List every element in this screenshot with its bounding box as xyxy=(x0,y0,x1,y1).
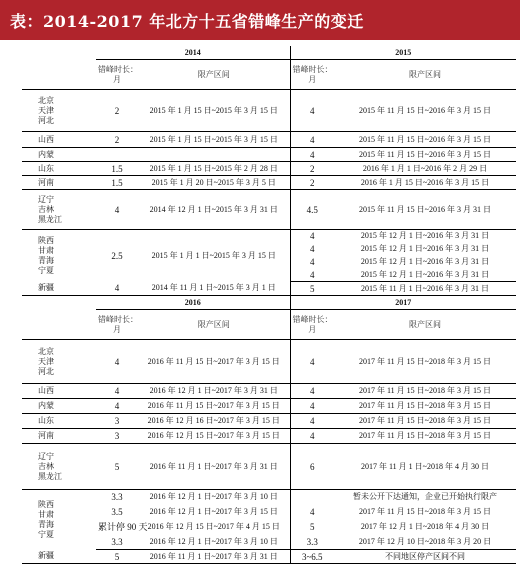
province-name: 新疆 xyxy=(38,283,54,293)
range-header: 限产区间 xyxy=(409,319,441,329)
duration-cell: 4 xyxy=(290,340,334,384)
range-cell: 2015 年 11 月 15 日~2016 年 3 月 15 日 xyxy=(334,132,516,148)
range-cell: 2017 年 11 月 15 日~2018 年 3 月 15 日 xyxy=(358,507,492,516)
province-cell xyxy=(22,384,96,399)
province-name: 青海 xyxy=(38,519,54,529)
table-row xyxy=(22,148,516,162)
duration-cell: 4 xyxy=(290,132,334,148)
province-name: 辽宁 xyxy=(38,194,54,204)
province-name: 黑龙江 xyxy=(38,471,62,481)
province-cell xyxy=(22,429,96,444)
duration-cell: 4 xyxy=(96,340,138,384)
duration-cell: 3.3 xyxy=(96,535,138,550)
table-row xyxy=(22,230,516,243)
duration-cell: 4 xyxy=(290,256,334,269)
range-cell: 2017 年 11 月 15 日~2018 年 3 月 15 日 xyxy=(334,429,516,444)
table-row xyxy=(22,282,516,296)
duration-cell: 3.3 xyxy=(290,535,334,550)
table-row xyxy=(22,340,516,384)
range-cell: 2016 年 11 月 15 日~2017 年 3 月 15 日 xyxy=(138,340,290,384)
range-cell: 2015 年 12 月 1 日~2016 年 3 月 31 日 xyxy=(360,231,490,241)
duration-cell: 3.3 xyxy=(111,492,123,503)
duration-cell: 5 xyxy=(290,520,334,535)
range-cell: 不同地区停产区间不同 xyxy=(334,550,516,564)
duration-cell: 3.5 xyxy=(111,507,123,517)
range-cell: 2016 年 12 月 16 日~2017 年 3 月 15 日 xyxy=(138,414,290,429)
province-cell xyxy=(22,399,96,414)
duration-cell: 3~6.5 xyxy=(290,550,334,564)
province-name: 甘肃 xyxy=(38,509,54,519)
range-cell: 2016 年 11 月 1 日~2017 年 3 月 31 日 xyxy=(138,550,290,564)
province-name: 北京 xyxy=(38,95,54,105)
year-b-header: 2015 xyxy=(290,46,516,60)
duration-header: 错峰时长： 月 xyxy=(290,310,334,340)
province-name: 黑龙江 xyxy=(38,214,62,224)
province-cell xyxy=(22,148,96,162)
duration-header: 错峰时长： 月 xyxy=(98,314,138,334)
duration-cell: 4 xyxy=(96,384,138,399)
range-cell: 2014 年 12 月 1 日~2015 年 3 月 31 日 xyxy=(138,190,290,230)
province-cell xyxy=(22,490,96,550)
range-cell: 2015 年 1 月 20 日~2015 年 3 月 5 日 xyxy=(138,176,290,190)
duration-cell: 4 xyxy=(290,384,334,399)
range-cell: 暂未公开下达通知，企业已开始执行限产 xyxy=(353,492,497,502)
range-cell: 2016 年 12 月 1 日~2017 年 3 月 31 日 xyxy=(138,384,290,399)
range-cell: 2016 年 12 月 15 日~2017 年 4 月 15 日 xyxy=(147,522,280,531)
duration-cell: 2.5 xyxy=(111,250,123,261)
range-cell: 2016 年 11 月 15 日~2017 年 3 月 15 日 xyxy=(138,399,290,414)
province-name: 山西 xyxy=(38,134,54,144)
province-name: 天津 xyxy=(38,356,54,366)
province-name: 辽宁 xyxy=(38,451,54,461)
range-cell: 2015 年 12 月 1 日~2016 年 3 月 31 日 xyxy=(334,269,516,282)
duration-cell: 4 xyxy=(96,399,138,414)
province-cell xyxy=(22,90,96,132)
duration-cell: 4 xyxy=(290,243,334,256)
range-cell: 2016 年 12 月 1 日~2017 年 3 月 10 日 xyxy=(149,492,278,502)
table-row xyxy=(22,520,516,535)
range-cell: 2017 年 12 月 10 日~2018 年 3 月 20 日 xyxy=(334,535,516,550)
province-name: 山东 xyxy=(38,163,54,173)
range-cell: 2017 年 11 月 15 日~2018 年 3 月 15 日 xyxy=(334,399,516,414)
duration-cell: 1.5 xyxy=(96,176,138,190)
range-cell: 2015 年 1 月 1 日~2015 年 3 月 15 日 xyxy=(151,250,276,260)
table-2014-2015 xyxy=(22,46,516,296)
page-title: 表：2014-2017 年北方十五省错峰生产的变迁 xyxy=(10,12,364,31)
table-row xyxy=(22,429,516,444)
duration-cell: 4 xyxy=(290,399,334,414)
range-header: 限产区间 xyxy=(409,69,441,79)
range-cell: 2015 年 12 月 1 日~2016 年 3 月 31 日 xyxy=(360,257,490,266)
province-name: 吉林 xyxy=(38,204,54,214)
table-row xyxy=(22,505,516,520)
table-row xyxy=(22,132,516,148)
duration-cell: 4 xyxy=(96,190,138,230)
table-row xyxy=(22,176,516,190)
province-name: 河南 xyxy=(38,177,54,187)
province-cell xyxy=(22,132,96,148)
duration-header: 错峰时长： 月 xyxy=(290,60,334,90)
duration-cell: 5 xyxy=(290,282,334,296)
duration-cell: 3 xyxy=(96,414,138,429)
range-cell: 2016 年 1 月 1 日~2016 年 2 月 29 日 xyxy=(334,162,516,176)
duration-cell: 4 xyxy=(290,90,334,132)
range-cell: 2017 年 11 月 15 日~2018 年 3 月 15 日 xyxy=(334,414,516,429)
duration-cell: 5 xyxy=(96,550,138,564)
duration-cell: 4 xyxy=(290,230,334,243)
province-name: 内蒙 xyxy=(38,149,54,159)
duration-cell: 4 xyxy=(290,414,334,429)
province-name: 天津 xyxy=(38,105,54,115)
province-name: 青海 xyxy=(38,255,54,265)
range-cell: 2017 年 11 月 15 日~2018 年 3 月 15 日 xyxy=(334,340,516,384)
province-name: 宁夏 xyxy=(38,265,54,275)
table-row xyxy=(22,190,516,230)
table-row xyxy=(22,414,516,429)
province-name: 内蒙 xyxy=(38,401,54,410)
duration-cell: 5 xyxy=(96,444,138,490)
title-bar xyxy=(0,0,520,40)
range-cell: 2017 年 11 月 15 日~2018 年 3 月 15 日 xyxy=(334,384,516,399)
range-cell: 2014 年 11 月 1 日~2015 年 3 月 1 日 xyxy=(138,282,290,296)
duration-cell xyxy=(96,148,138,162)
duration-cell: 4 xyxy=(290,269,334,282)
range-cell xyxy=(138,148,290,162)
table-row xyxy=(22,444,516,490)
year-b-header: 2017 xyxy=(290,296,516,310)
duration-cell: 累计停 90 天 xyxy=(98,522,148,532)
year-a-header: 2016 xyxy=(96,296,290,310)
table-row xyxy=(22,162,516,176)
range-cell: 2015 年 1 月 15 日~2015 年 3 月 15 日 xyxy=(138,132,290,148)
table-2016-2017 xyxy=(22,296,516,564)
duration-cell: 4 xyxy=(290,429,334,444)
province-cell xyxy=(22,414,96,429)
range-cell: 2017 年 12 月 1 日~2018 年 4 月 30 日 xyxy=(360,522,490,531)
range-cell: 2015 年 11 月 15 日~2016 年 3 月 15 日 xyxy=(334,90,516,132)
province-name: 河北 xyxy=(38,366,54,376)
duration-cell: 2 xyxy=(290,162,334,176)
range-cell: 2015 年 1 月 15 日~2015 年 2 月 28 日 xyxy=(138,162,290,176)
province-cell xyxy=(22,176,96,190)
duration-cell: 4 xyxy=(290,148,334,162)
duration-cell: 2 xyxy=(290,176,334,190)
range-cell: 2015 年 11 月 15 日~2016 年 3 月 15 日 xyxy=(334,148,516,162)
duration-cell: 4 xyxy=(290,505,334,520)
province-name: 宁夏 xyxy=(38,529,54,539)
range-header: 限产区间 xyxy=(197,319,230,329)
province-name: 吉林 xyxy=(38,461,54,471)
duration-cell: 6 xyxy=(290,444,334,490)
province-name: 陕西 xyxy=(38,235,54,245)
duration-header: 错峰时长： 月 xyxy=(98,64,138,84)
range-cell: 2016 年 12 月 1 日~2017 年 3 月 15 日 xyxy=(149,507,278,516)
year-a-header: 2014 xyxy=(96,46,290,60)
table-row xyxy=(22,384,516,399)
table-row xyxy=(22,399,516,414)
table-row xyxy=(22,90,516,132)
duration-cell: 3 xyxy=(96,429,138,444)
province-name: 山西 xyxy=(38,386,54,395)
range-cell: 2015 年 1 月 15 日~2015 年 3 月 15 日 xyxy=(138,90,290,132)
province-cell xyxy=(22,444,96,490)
duration-cell xyxy=(290,490,334,505)
province-cell xyxy=(22,230,96,282)
duration-cell: 1.5 xyxy=(96,162,138,176)
table-row xyxy=(22,535,516,550)
range-cell: 2016 年 12 月 1 日~2017 年 3 月 10 日 xyxy=(138,535,290,550)
province-name: 陕西 xyxy=(38,499,54,509)
province-name: 新疆 xyxy=(38,551,54,561)
duration-cell: 2 xyxy=(96,132,138,148)
range-cell: 2017 年 11 月 1 日~2018 年 4 月 30 日 xyxy=(334,444,516,490)
range-cell: 2015 年 11 月 15 日~2016 年 3 月 31 日 xyxy=(334,190,516,230)
province-name: 北京 xyxy=(38,346,54,356)
duration-cell: 4.5 xyxy=(290,190,334,230)
duration-cell: 4 xyxy=(96,282,138,296)
range-cell: 2015 年 12 月 1 日~2016 年 3 月 31 日 xyxy=(360,244,490,253)
province-cell xyxy=(22,550,96,564)
province-name: 河北 xyxy=(38,115,54,125)
province-name: 甘肃 xyxy=(38,245,54,255)
province-cell xyxy=(22,282,96,296)
province-cell xyxy=(22,340,96,384)
range-cell: 2015 年 11 月 1 日~2016 年 3 月 31 日 xyxy=(334,282,516,296)
province-cell xyxy=(22,190,96,230)
province-name: 河南 xyxy=(38,431,54,440)
range-cell: 2016 年 11 月 1 日~2017 年 3 月 31 日 xyxy=(138,444,290,490)
range-cell: 2016 年 12 月 15 日~2017 年 3 月 15 日 xyxy=(138,429,290,444)
range-header: 限产区间 xyxy=(197,69,230,79)
province-name: 山东 xyxy=(38,416,54,425)
province-cell xyxy=(22,162,96,176)
range-cell: 2016 年 1 月 15 日~2016 年 3 月 15 日 xyxy=(334,176,516,190)
duration-cell: 2 xyxy=(96,90,138,132)
table-row xyxy=(22,550,516,564)
table-row xyxy=(22,490,516,505)
